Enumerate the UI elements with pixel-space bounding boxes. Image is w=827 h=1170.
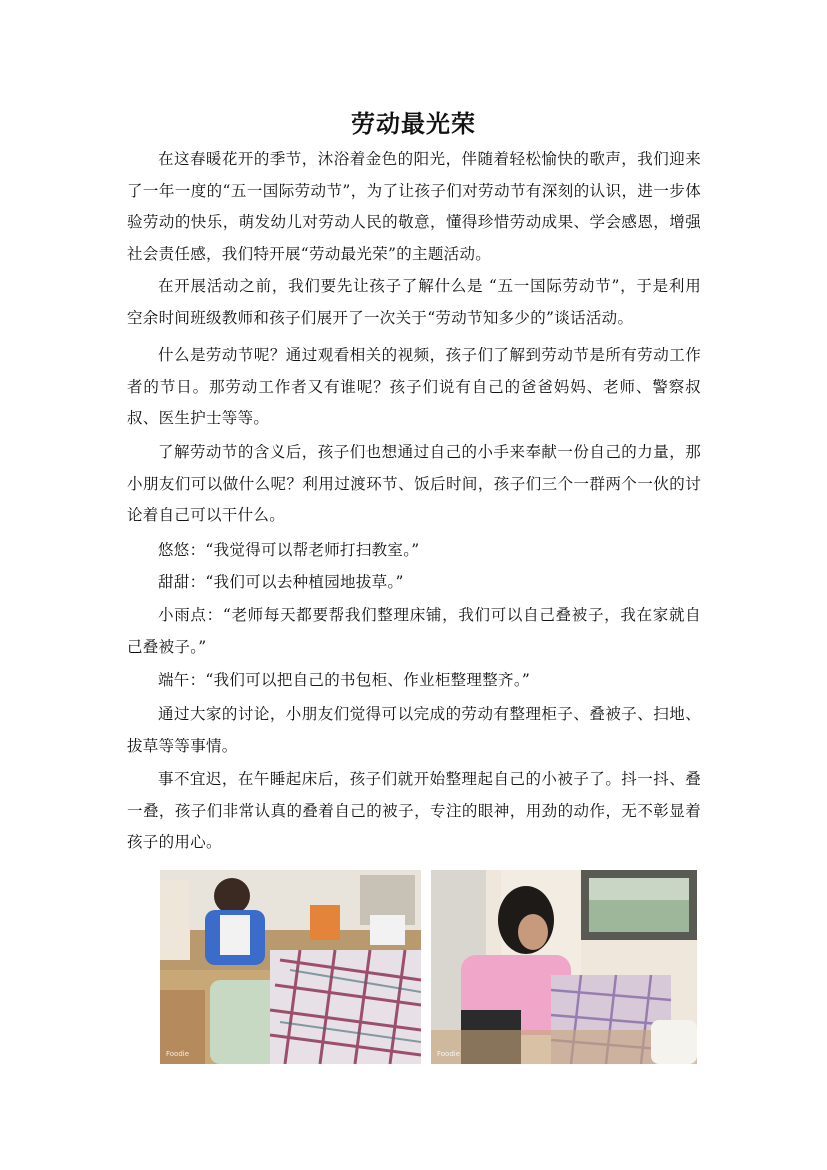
- photo-watermark: Foodie: [437, 1050, 461, 1058]
- photo-boy-folding-quilt: [160, 870, 421, 1064]
- paragraph-what-is-labor-day: 什么是劳动节呢？通过观看相关的视频，孩子们了解到劳动节是所有劳动工作者的节日。那劳动工作者又有谁呢？孩子们说有自己的爸爸妈妈、老师、警察叔叔、医生护士等等。: [127, 346, 701, 427]
- dialog-duanwu: 端午：“我们可以把自己的书包柜、作业柜整理整齐。”: [158, 671, 531, 689]
- page-title: 劳动最光荣: [351, 109, 476, 138]
- paragraph-intro: 在这春暖花开的季节，沐浴着金色的阳光，伴随着轻松愉快的歌声，我们迎来了一年一度的“五一国际劳动节”，为了让孩子们对劳动节有深刻的认识，进一步体验劳动的快乐，萌发幼儿对劳动人民的敬意，懂得珍惜劳动成果、学会感恩，增强社会责任感，我们特开展“劳动最光荣”的主题活动。: [127, 150, 701, 263]
- photo-girl-folding-quilt: [431, 870, 697, 1064]
- paragraph-action: 事不宜迟，在午睡起床后，孩子们就开始整理起自己的小被子了。抖一抖、叠一叠，孩子们非常认真的叠着自己的被子，专注的眼神，用劲的动作，无不彰显着孩子的用心。: [127, 770, 701, 851]
- dialog-youyou: 悠悠：“我觉得可以帮老师打扫教室。”: [158, 541, 420, 559]
- paragraph-discussion: 了解劳动节的含义后，孩子们也想通过自己的小手来奉献一份自己的力量，那小朋友们可以做什么呢？利用过渡环节、饭后时间，孩子们三个一群两个一伙的讨论着自己可以干什么。: [127, 443, 701, 524]
- photo-watermark: Foodie: [166, 1050, 190, 1058]
- paragraph-before-activity: 在开展活动之前，我们要先让孩子了解什么是 “五一国际劳动节”，于是利用空余时间班级教师和孩子们展开了一次关于“劳动节知多少的”谈话活动。: [127, 277, 701, 327]
- dialog-xiaoyudian: 小雨点：“老师每天都要帮我们整理床铺，我们可以自己叠被子，我在家就自己叠被子。”: [127, 606, 701, 656]
- paragraph-summary: 通过大家的讨论，小朋友们觉得可以完成的劳动有整理柜子、叠被子、扫地、拔草等等事情。: [127, 705, 701, 755]
- dialog-tiantian: 甜甜：“我们可以去种植园地拔草。”: [158, 573, 404, 591]
